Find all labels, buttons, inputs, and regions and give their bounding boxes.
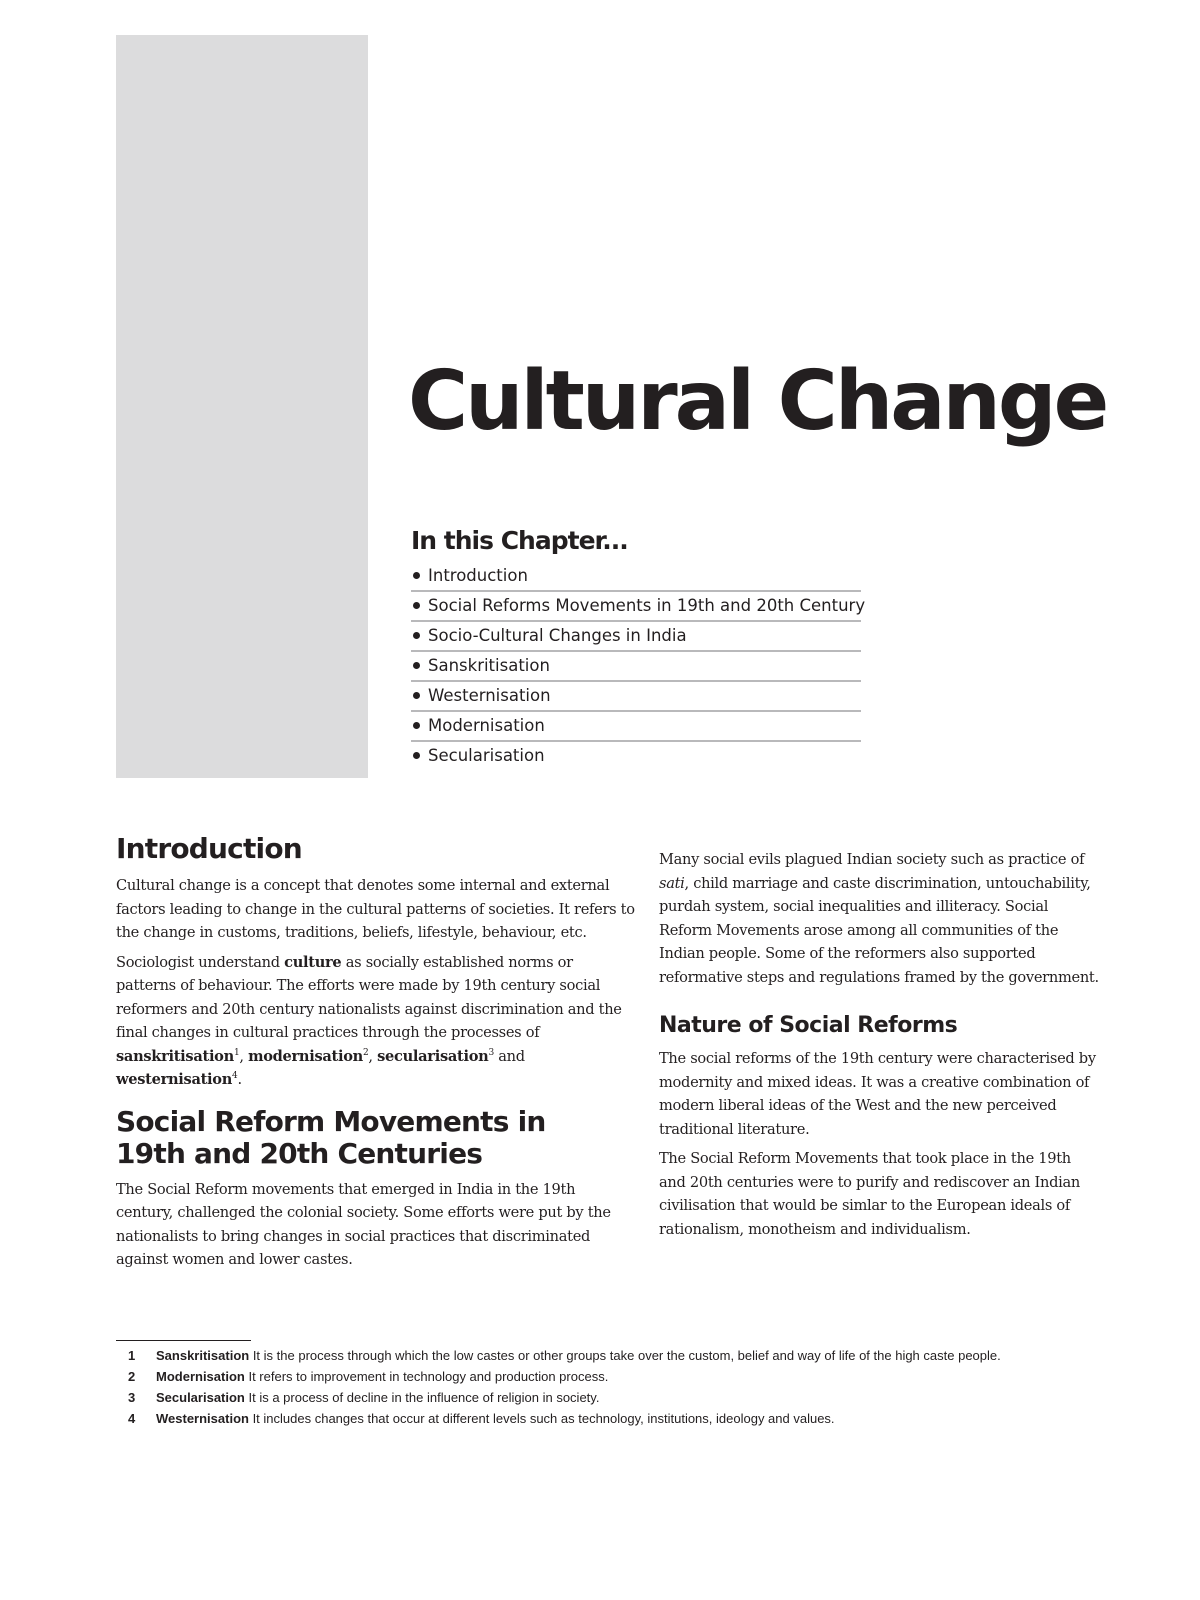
toc-item: Social Reforms Movements in 19th and 20th Century — [411, 592, 861, 622]
toc-item: Modernisation — [411, 712, 861, 742]
toc-list — [411, 562, 866, 770]
toc-item: Westernisation — [411, 682, 861, 712]
reform-paragraph: The Social Reform movements that emerged in India in the 19th century, challenged the colonial society. Some efforts were put by the nationalists to bring changes in social practices that discriminated against women and lower castes. — [116, 1180, 611, 1268]
nature-paragraph-1: The social reforms of the 19th century were characterised by modernity and mixed ideas. It was a creative combination of modern liberal ideas of the West and the new perceived traditional literature. — [659, 1050, 1096, 1138]
social-evils-paragraph: Many social evils plagued Indian society such as practice of sati, child marriage and caste discrimination, untouchability, purdah system, social inequalities and illiteracy. Social Reform Movements arose among all communities of the Indian people. Some of the reformers also supported reformative steps and regulations framed by the government. — [659, 851, 1099, 986]
social-reform-heading: Social Reform Movements in 19th and 20th Centuries — [116, 1104, 546, 1170]
footnote: 2 Modernisation It refers to improvement in technology and production process. — [128, 1369, 609, 1384]
footnote: 4 Westernisation It includes changes that occur at different levels such as technology, institutions, ideology and values. — [128, 1411, 835, 1426]
bullet-icon — [413, 572, 420, 579]
bullet-icon — [413, 662, 420, 669]
left-column — [116, 832, 636, 1278]
chapter-contents — [411, 524, 866, 770]
right-column — [659, 848, 1099, 1247]
intro-paragraph-1: Cultural change is a concept that denotes some internal and external factors leading to change in the cultural patterns of societies. It refers to the change in customs, traditions, beliefs, lifestyle, behaviour, etc. — [116, 877, 635, 941]
footnotes — [128, 1348, 1068, 1432]
bullet-icon — [413, 602, 420, 609]
chapter-side-panel — [116, 35, 368, 778]
chapter-title: Cultural Change — [408, 354, 1107, 449]
bullet-icon — [413, 752, 420, 759]
nature-heading: Nature of Social Reforms — [659, 1013, 958, 1038]
footnote: 1 Sanskritisation It is the process through which the low castes or other groups take over the custom, belief and way of life of the high caste people. — [128, 1348, 1001, 1363]
bullet-icon — [413, 632, 420, 639]
toc-item: Secularisation — [411, 742, 861, 770]
introduction-heading: Introduction — [116, 832, 302, 865]
toc-item: Sanskritisation — [411, 652, 861, 682]
toc-heading: In this Chapter... — [411, 526, 628, 555]
toc-item: Introduction — [411, 562, 861, 592]
footnote-divider — [116, 1340, 251, 1341]
bullet-icon — [413, 722, 420, 729]
intro-paragraph-2: Sociologist understand culture as socially established norms or patterns of behaviour. The efforts were made by 19th century social reformers and 20th century nationalists against discrimination and the final changes in cultural practices through the processes of sanskritisation$^1$, modernisation$^2$, secularisation$^3$ and westernisation$^4$. — [116, 953, 622, 1088]
nature-paragraph-2: The Social Reform Movements that took place in the 19th and 20th centuries were to purify and rediscover an Indian civilisation that would be simlar to the European ideals of rationalism, monotheism and individualism. — [659, 1150, 1081, 1238]
toc-item: Socio-Cultural Changes in India — [411, 622, 861, 652]
footnote: 3 Secularisation It is a process of decline in the influence of religion in society. — [128, 1390, 600, 1405]
bullet-icon — [413, 692, 420, 699]
